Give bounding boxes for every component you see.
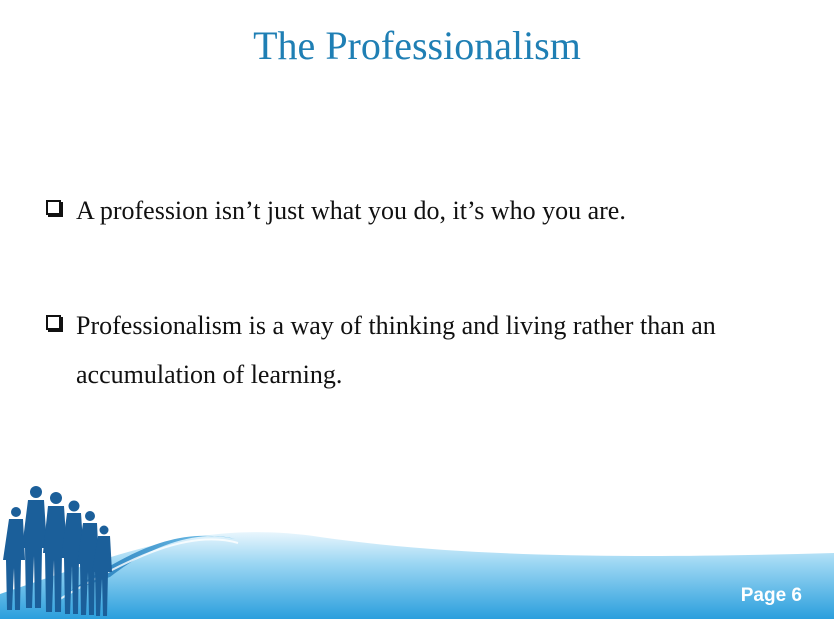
slide-title: The Professionalism	[253, 23, 581, 68]
bullet-list	[46, 186, 806, 399]
checkbox-bullet-icon	[46, 200, 61, 215]
footer-band	[0, 499, 834, 619]
bullet-text-line-2: accumulation of learning.	[76, 360, 343, 389]
bullet-item	[46, 186, 806, 235]
bullet-text: A profession isn’t just what you do, it’s who you are.	[76, 196, 626, 225]
footer-wave-graphic	[0, 499, 834, 619]
checkbox-bullet-icon	[46, 315, 61, 330]
bullet-item	[46, 301, 806, 399]
business-people-icon	[0, 478, 120, 619]
page-number: Page 6	[740, 585, 802, 606]
bullet-text-line-1: Professionalism is a way of thinking and living rather than an	[76, 311, 716, 340]
